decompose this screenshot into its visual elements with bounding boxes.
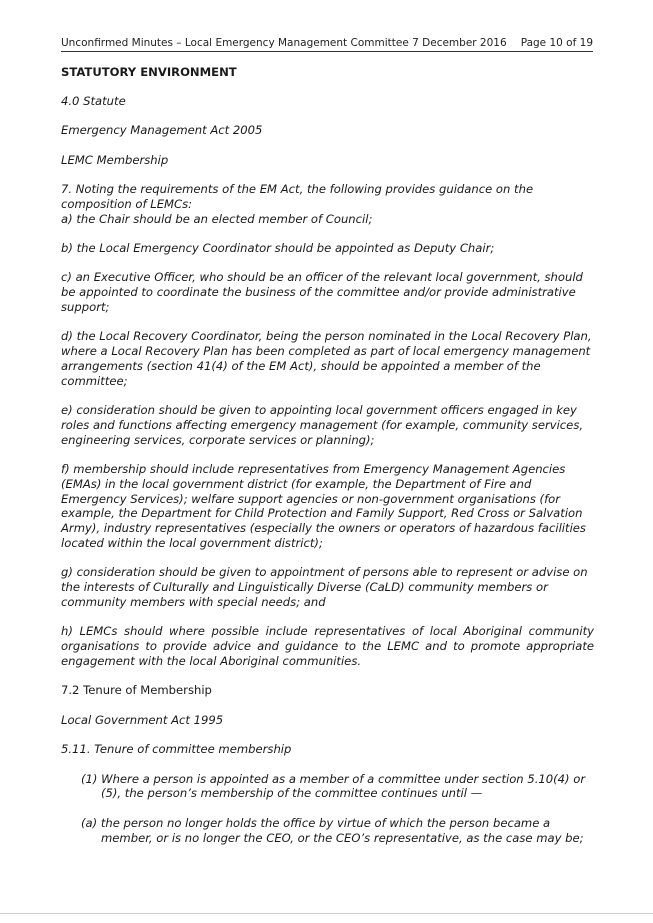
item-c: c) an Executive Officer, who should be an officer of the relevant local government, should be appointed to coordinate the business of the committee and/or provide administrative support;: [61, 270, 583, 314]
act-title: Emergency Management Act 2005: [61, 123, 263, 138]
item-g: g) consideration should be given to appointment of persons able to represent or advise on the interests of Culturally and Linguistically Diverse (CaLD) community members or community members with special needs; and: [61, 565, 588, 610]
item-e: e) consideration should be given to appointing local government officers engaged in key roles and functions affecting emergency management (for example, community services, engineering services, corporate services or planning);: [61, 403, 584, 447]
item-f: f) membership should include representatives from Emergency Management Agencies (EMAs) in the local government district (for example, the Department of Fire and Emergency Services); welfare support agencies or non-government organisations (for example, the Department for Child Protection and Family Support, Red Cross or Salvation Army), industry representatives (especially the owners or operators of hazardous facilities located within the local government district);: [61, 462, 586, 551]
item-7-intro: 7. Noting the requirements of the EM Act, the following provides guidance on the composition of LEMCs:: [61, 181, 534, 211]
subsection-a: (a) the person no longer holds the office by virtue of which the person became a member, or is no longer the CEO, or the CEO’s representative, as the case may be;: [81, 815, 584, 845]
document-body: [61, 65, 594, 860]
lga-title: Local Government Act 1995: [61, 712, 224, 727]
statute-label: 4.0 Statute: [61, 93, 126, 108]
tenure-heading: 7.2 Tenure of Membership: [61, 683, 212, 698]
header-title: Unconfirmed Minutes – Local Emergency Management Committee 7 December 2016: [61, 37, 507, 49]
item-h: h) LEMCs should where possible include representatives of local Aboriginal community organisations to provide advice and guidance to the LEMC and to promote appropriate engagement with the local Aboriginal communities.: [61, 624, 594, 669]
item-d: d) the Local Recovery Coordinator, being the person nominated in the Local Recovery Plan, where a Local Recovery Plan has been completed as part of local emergency management arrangements (section 41(4) of the EM Act), should be appointed a member of the committee;: [61, 329, 592, 388]
section-5-11: 5.11. Tenure of committee membership: [61, 742, 292, 757]
subsection-1: (1) Where a person is appointed as a member of a committee under section 5.10(4) or (5), the person’s membership of the committee continues until —: [81, 771, 586, 801]
page-header: [61, 37, 593, 52]
membership-label: LEMC Membership: [61, 152, 169, 167]
page-number: Page 10 of 19: [520, 37, 593, 49]
item-a: a) the Chair should be an elected member of Council;: [61, 211, 373, 226]
item-b: b) the Local Emergency Coordinator should be appointed as Deputy Chair;: [61, 240, 495, 255]
section-heading: STATUTORY ENVIRONMENT: [61, 65, 237, 79]
page-bottom-divider: [0, 913, 653, 914]
